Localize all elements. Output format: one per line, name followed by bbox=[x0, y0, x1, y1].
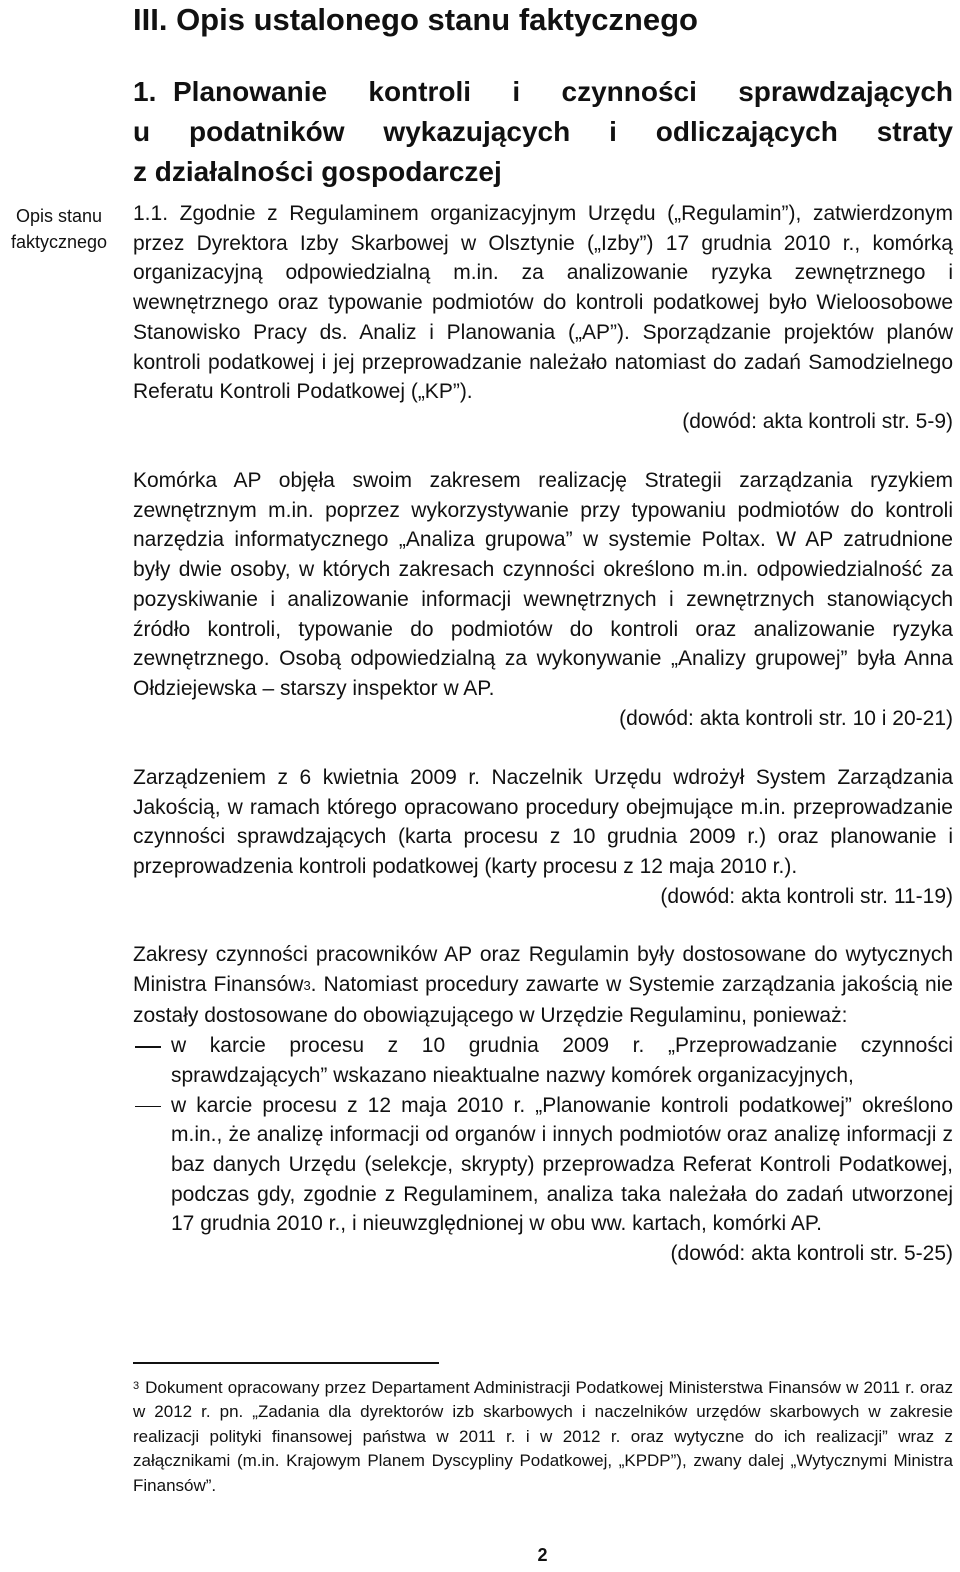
footnote-separator bbox=[133, 1362, 439, 1364]
paragraph-text-start: Zakresy czynności pracowników AP oraz Regulamin były dostosowane do wytycznych Ministra Finansów bbox=[133, 943, 953, 996]
evidence-reference: (dowód: akta kontroli str. 5-9) bbox=[682, 409, 953, 433]
footnote bbox=[133, 1376, 953, 1498]
paragraph-2 bbox=[133, 466, 953, 733]
paragraph-text: 1.1. Zgodnie z Regulaminem organizacyjnym Urzędu („Regulamin”), zatwierdzonym przez Dyrektora Izby Skarbowej w Olsztynie („Izby”) 17 grudnia 2010 r., komórką organizacyjną odpowiedzialną m.in. za analizowanie ryzyka zewnętrznego i wewnętrznego oraz typowanie podmiotów do kontroli podatkowej było Wieloosobowe Stanowisko Pracy ds. Analiz i Planowania („AP”). Sporządzanie projektów planów kontroli podatkowej i jej przeprowadzanie należało natomiast do zadań Samodzielnego Referatu Kontroli Podatkowej („KP”). bbox=[133, 202, 953, 404]
bullet-list bbox=[133, 1031, 953, 1239]
subsection-line-1: Planowanie kontroli i czynności sprawdzających bbox=[173, 76, 953, 107]
paragraph-1 bbox=[133, 199, 953, 437]
footnote-text: Dokument opracowany przez Departament Administracji Podatkowej Ministerstwa Finansów w 2011 r. oraz w 2012 r. pn. „Zadania dla dyrektorów izb skarbowych i naczelników urzędów skarbowych w zakresie realizacji polityki finansowej państwa w 2011 r. i w 2012 r. oraz wytyczne do ich realizacji” wraz z załącznikami (m.in. Krajowym Planem Dyscypliny Podatkowej, „KPDP”), zwany dalej „Wytycznymi Ministra Finansów”. bbox=[133, 1378, 953, 1495]
footnote-reference[interactable]: 3 bbox=[303, 977, 311, 993]
margin-note: Opis stanu faktycznego bbox=[10, 206, 108, 252]
page-number: 2 bbox=[537, 1545, 548, 1565]
list-item bbox=[133, 1031, 953, 1090]
paragraph-3 bbox=[133, 763, 953, 912]
evidence-reference: (dowód: akta kontroli str. 5-25) bbox=[670, 1242, 953, 1266]
evidence-reference: (dowód: akta kontroli str. 11-19) bbox=[660, 884, 953, 908]
section-title: III. Opis ustalonego stanu faktycznego bbox=[133, 2, 698, 37]
footnote-number: 3 bbox=[133, 1380, 140, 1392]
paragraph-text-end: . Natomiast procedury zawarte w Systemie zarządzania jakością nie zostały dostosowane do obowiązującego w Urzędzie Regulaminu, ponieważ: bbox=[133, 972, 953, 1028]
subsection-line-2: u podatników wykazujących i odliczających straty bbox=[133, 116, 953, 147]
paragraph-4 bbox=[133, 940, 953, 1269]
list-item-text: w karcie procesu z 12 maja 2010 r. „Planowanie kontroli podatkowej” określono m.in., że analizę informacji od organów i innych podmiotów oraz analizę informacji z baz danych Urzędu (selekcje, skrypty) przeprowadza Referat Kontroli Podatkowej, podczas gdy, zgodnie z Regulaminem, analiza taka należała do zadań utworzonej 17 grudnia 2010 r., i nieuwzględnionej w obu ww. kartach, komórki AP. bbox=[171, 1093, 953, 1236]
paragraph-text: Zarządzeniem z 6 kwietnia 2009 r. Naczelnik Urzędu wdrożył System Zarządzania Jakością, w ramach którego opracowano procedury obejmujące m.in. przeprowadzanie czynności sprawdzających (karta procesu z 10 grudnia 2009 r.) oraz planowanie i przeprowadzenia kontroli podatkowej (karty procesu z 12 maja 2010 r.). bbox=[133, 766, 953, 879]
evidence-reference: (dowód: akta kontroli str. 10 i 20-21) bbox=[619, 706, 953, 730]
list-item bbox=[133, 1091, 953, 1240]
list-item-text: w karcie procesu z 10 grudnia 2009 r. „Przeprowadzanie czynności sprawdzających” wskazano nieaktualne nazwy komórek organizacyjnych, bbox=[171, 1034, 953, 1087]
subsection-line-3: z działalności gospodarczej bbox=[133, 156, 502, 187]
paragraph-text: Komórka AP objęła swoim zakresem realizację Strategii zarządzania ryzykiem zewnętrznym m.in. poprzez wykorzystywanie przy typowaniu podmiotów do kontroli narzędzia informatycznego „Analiza grupowa” w systemie Poltax. W AP zatrudnione były dwie osoby, w których zakresach czynności określono m.in. odpowiedzialność za pozyskiwanie i analizowanie informacji wewnętrznych i zewnętrznych stanowiących źródło kontroli, typowanie do podmiotów do kontroli oraz analizowanie ryzyka zewnętrznego. Osobą odpowiedzialną za wykonywanie „Analizy grupowej” była Anna Ołdziejewska – starszy inspektor w AP. bbox=[133, 469, 953, 700]
paragraph-text bbox=[133, 940, 953, 1031]
subsection-number: 1. bbox=[133, 76, 157, 107]
subsection-heading bbox=[133, 72, 953, 192]
